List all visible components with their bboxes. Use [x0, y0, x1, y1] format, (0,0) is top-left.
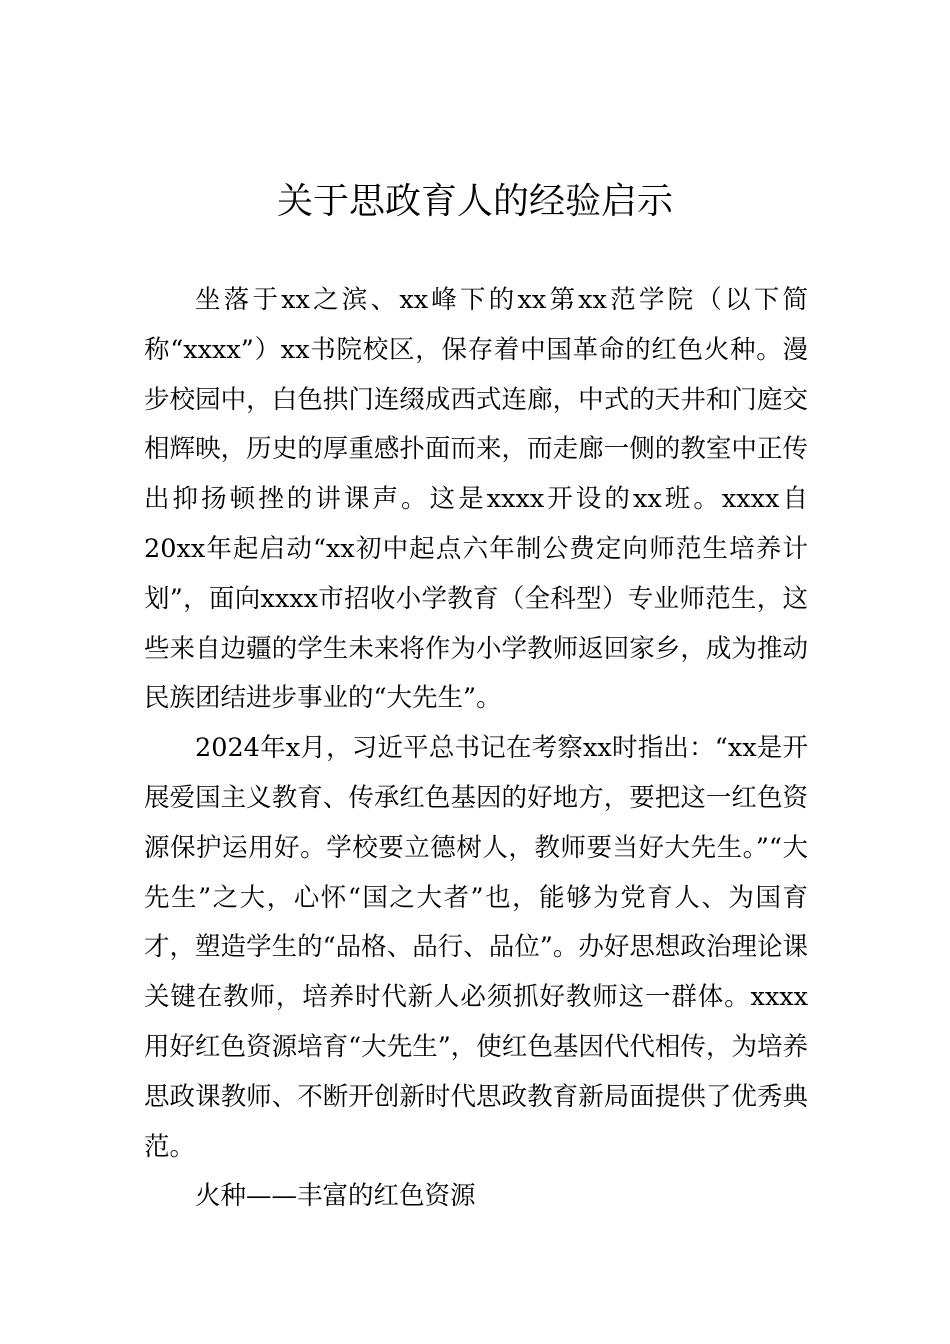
document-title: 关于思政育人的经验启示 — [276, 181, 673, 222]
paragraph-2: 2024年x月，习近平总书记在考察xx时指出：“xx是开展爱国主义教育、传承红色基因的好地方，要把这一红色资源保护运用好。学校要立德树人，教师要当好大先生。”“大先生”之大，心怀“国之大者”也，能够为党育人、为国育才，塑造学生的“品格、品行、品位”。办好思想政治理论课关键在教师，培养时代新人必须抓好教师这一群体。xxxx用好红色资源培育“大先生”，使红色基因代代相传，为培养思政课教师、不断开创新时代思政教育新局面提供了优秀典范。 — [144, 733, 808, 1162]
document-body — [144, 276, 808, 1222]
section-heading: 火种——丰富的红色资源 — [195, 1181, 476, 1212]
paragraph-1: 坐落于xx之滨、xx峰下的xx第xx范学院（以下简称“xxxx”）xx书院校区，保存着中国革命的红色火种。漫步校园中，白色拱门连缀成西式连廊，中式的天井和门庭交相辉映，历史的厚重感扑面而来，而走廊一侧的教室中正传出抑扬顿挫的讲课声。这是xxxx开设的xx班。xxxx自20xx年起启动“xx初中起点六年制公费定向师范生培养计划”，面向xxxx市招收小学教育（全科型）专业师范生，这些来自边疆的学生未来将作为小学教师返回家乡，成为推动民族团结进步事业的“大先生”。 — [144, 285, 808, 714]
